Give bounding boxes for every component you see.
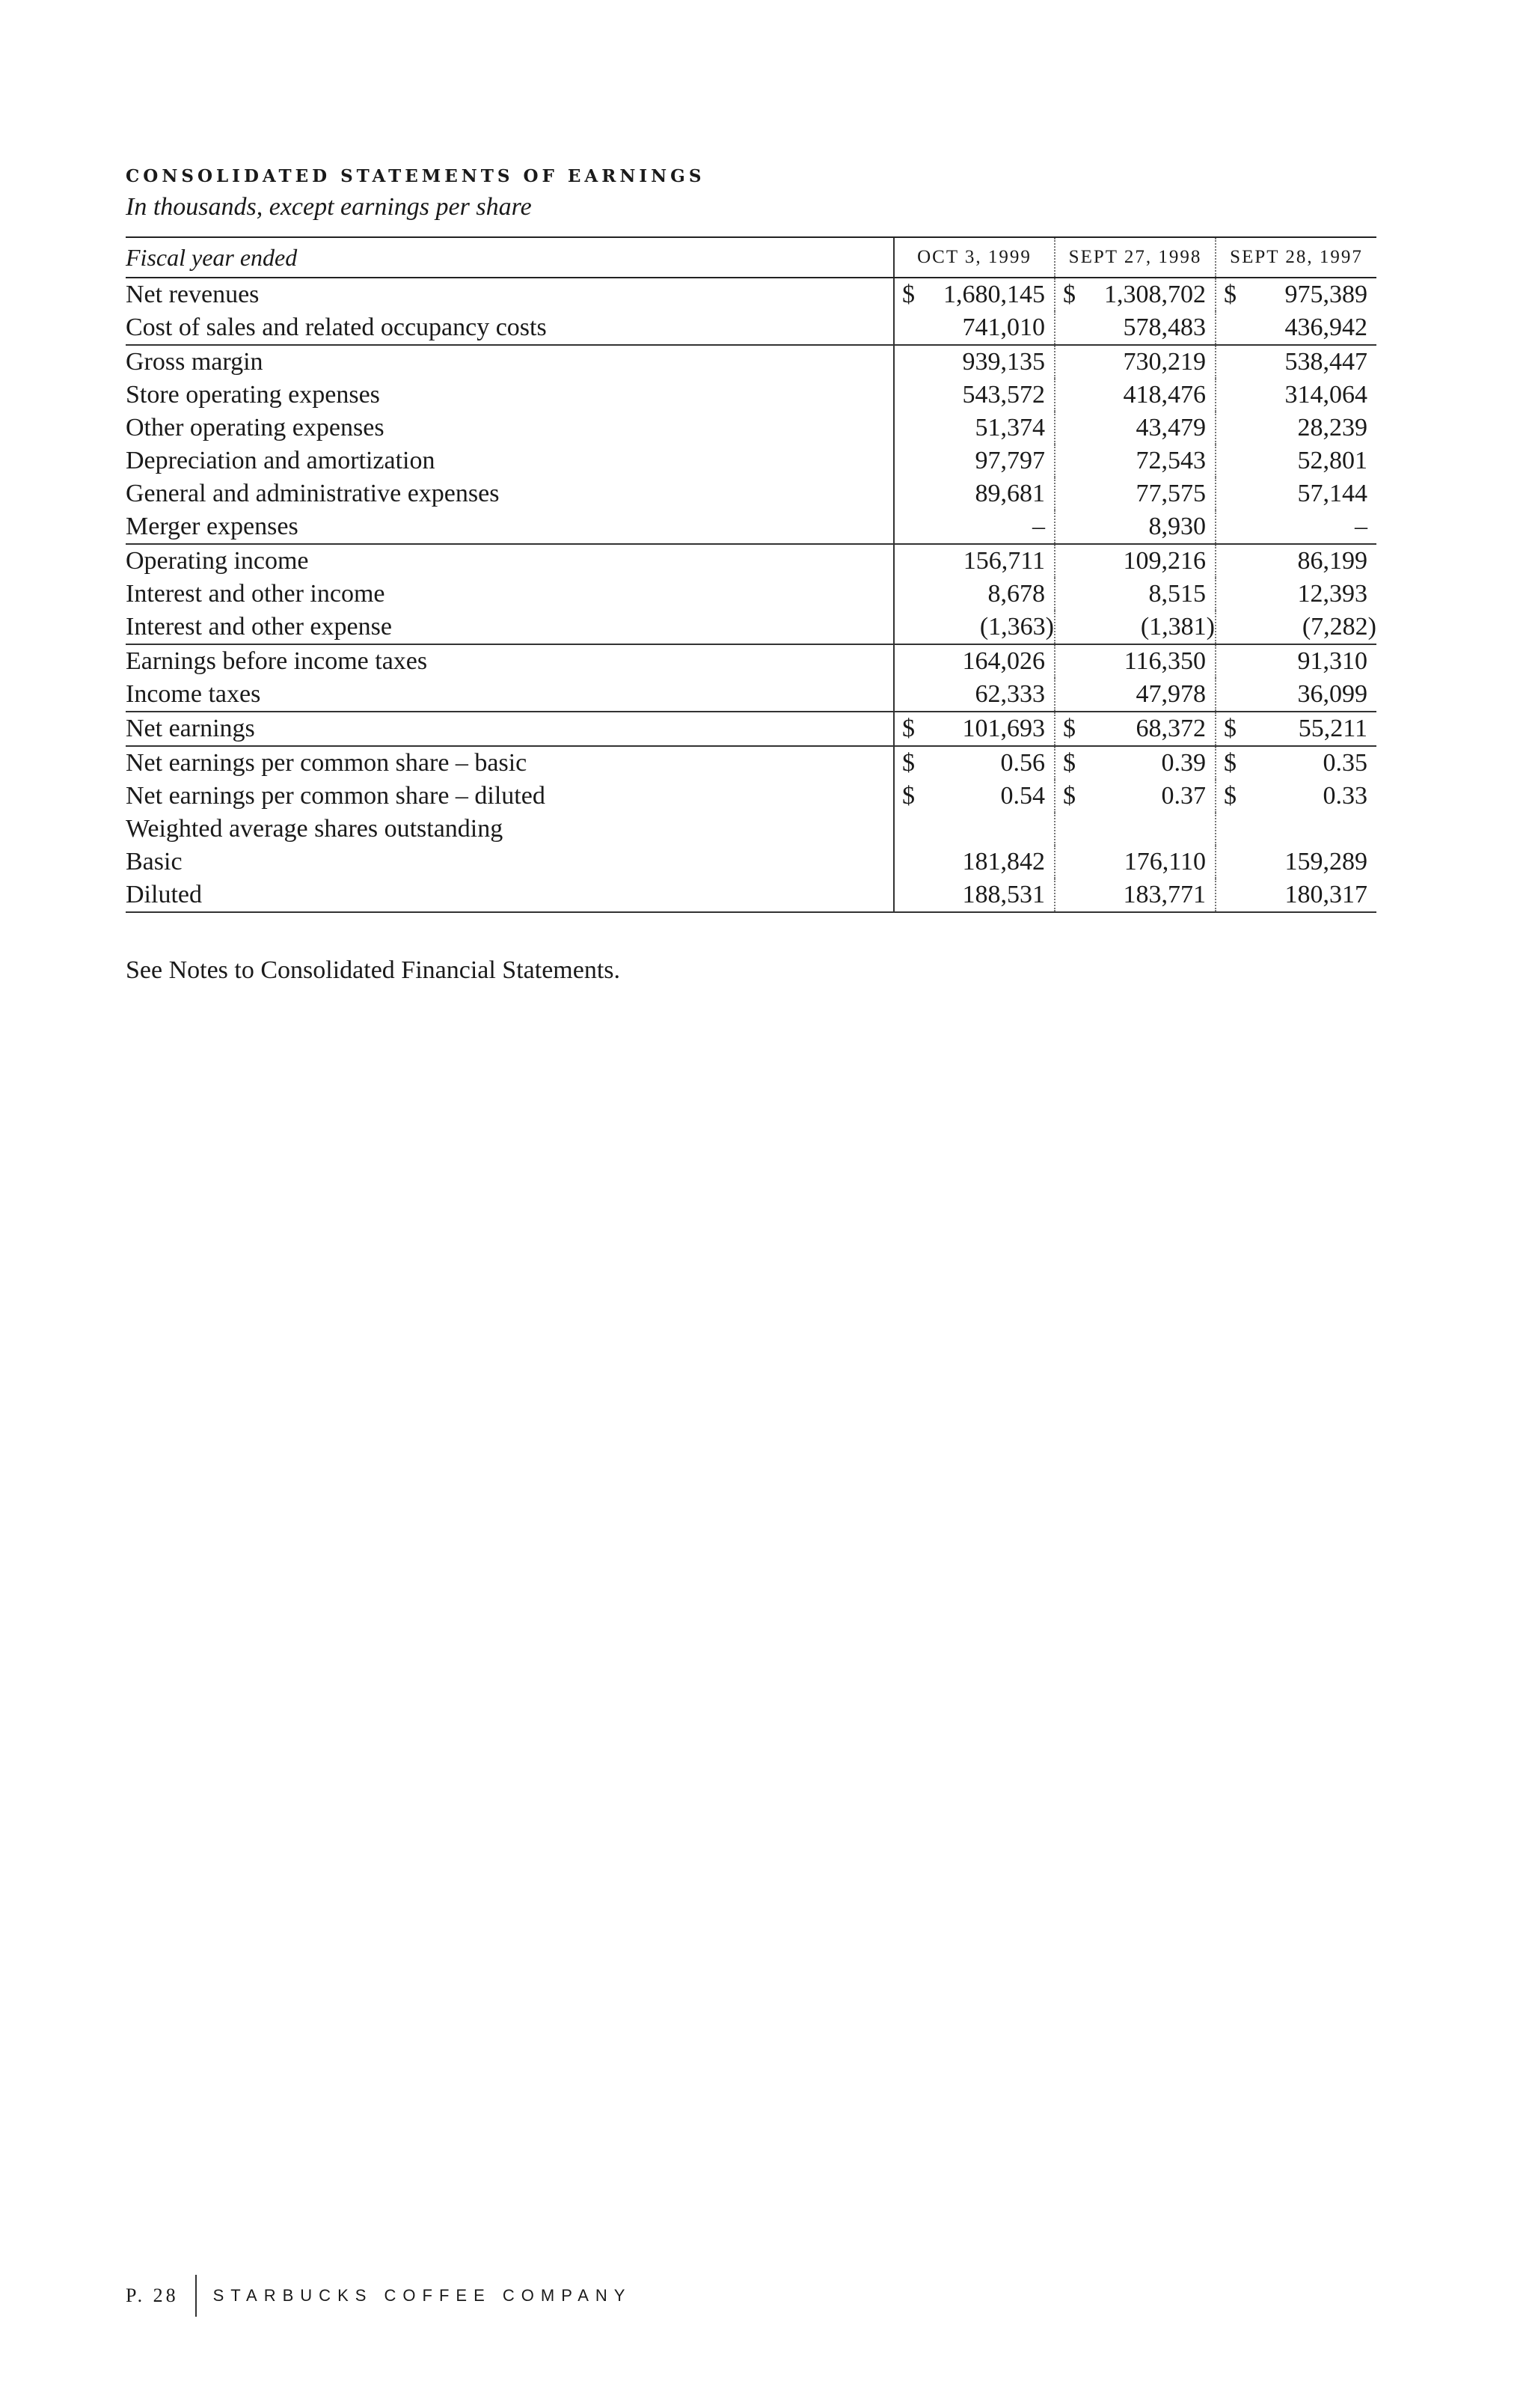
amount: 97,797 xyxy=(975,447,1045,474)
table-row xyxy=(126,746,1376,780)
amount: 28,239 xyxy=(1297,414,1367,441)
row-label: Diluted xyxy=(126,878,894,912)
table-row xyxy=(126,444,1376,477)
amount: 578,483 xyxy=(1123,314,1206,341)
amount: 0.56 xyxy=(1000,749,1045,777)
value-cell xyxy=(894,278,1055,311)
year-header-1997: SEPT 28, 1997 xyxy=(1216,237,1376,278)
table-row xyxy=(126,611,1376,644)
value-cell xyxy=(1216,644,1376,678)
footnote: See Notes to Consolidated Financial Statements. xyxy=(126,956,621,984)
value-cell xyxy=(1055,712,1216,746)
row-label: Store operating expenses xyxy=(126,381,380,409)
amount: 12,393 xyxy=(1297,580,1367,608)
statement-subtitle: In thousands, except earnings per share xyxy=(126,193,532,221)
value-cell xyxy=(1055,578,1216,611)
row-label: Basic xyxy=(126,848,183,876)
amount: 8,678 xyxy=(987,580,1045,608)
row-label: Gross margin xyxy=(126,345,894,379)
table-row xyxy=(126,578,1376,611)
amount: (1,381) xyxy=(1140,613,1215,641)
value-cell xyxy=(1216,678,1376,712)
value-cell xyxy=(1055,644,1216,678)
amount: 0.35 xyxy=(1323,749,1367,777)
amount: – xyxy=(1032,513,1045,540)
row-label: Weighted average shares outstanding xyxy=(126,815,503,843)
row-label: Depreciation and amortization xyxy=(126,447,435,474)
value-cell xyxy=(1055,813,1216,846)
value-cell xyxy=(1216,278,1376,311)
table-row xyxy=(126,846,1376,878)
amount: 8,930 xyxy=(1148,513,1206,540)
value-cell xyxy=(894,712,1055,746)
row-label: Other operating expenses xyxy=(126,414,384,441)
amount: 109,216 xyxy=(1123,547,1206,575)
currency-symbol: $ xyxy=(902,715,915,742)
amount: 159,289 xyxy=(1284,848,1367,876)
value-cell xyxy=(894,379,1055,412)
value-cell xyxy=(1055,345,1216,379)
currency-symbol: $ xyxy=(1224,715,1237,742)
amount: 0.37 xyxy=(1161,782,1206,810)
amount: 0.54 xyxy=(1000,782,1045,810)
value-cell xyxy=(1055,611,1216,644)
amount: 730,219 xyxy=(1123,348,1206,376)
fiscal-year-header: Fiscal year ended xyxy=(126,237,894,278)
currency-symbol: $ xyxy=(1063,782,1076,810)
table-row xyxy=(126,345,1376,379)
row-label: Net earnings per common share – diluted xyxy=(126,782,545,810)
value-cell xyxy=(1216,712,1376,746)
amount: 939,135 xyxy=(962,348,1045,376)
amount: 68,372 xyxy=(1136,715,1206,742)
row-label: Merger expenses xyxy=(126,513,298,540)
table-row xyxy=(126,644,1376,678)
amount: 181,842 xyxy=(962,848,1045,876)
statement-title: CONSOLIDATED STATEMENTS OF EARNINGS xyxy=(126,166,705,186)
table-row xyxy=(126,477,1376,510)
value-cell xyxy=(1055,678,1216,712)
table-row xyxy=(126,780,1376,813)
year-header-1998: SEPT 27, 1998 xyxy=(1055,237,1216,278)
currency-symbol: $ xyxy=(1224,782,1237,810)
row-label: Interest and other expense xyxy=(126,613,392,641)
value-cell xyxy=(1216,746,1376,780)
currency-symbol: $ xyxy=(1224,281,1237,308)
value-cell xyxy=(894,311,1055,345)
earnings-table xyxy=(126,236,1376,913)
value-cell xyxy=(1216,311,1376,345)
table-header-row xyxy=(126,237,1376,278)
value-cell xyxy=(1216,477,1376,510)
row-label: Income taxes xyxy=(126,680,261,708)
amount: 52,801 xyxy=(1297,447,1367,474)
value-cell xyxy=(894,846,1055,878)
table-row xyxy=(126,712,1376,746)
amount: 36,099 xyxy=(1297,680,1367,708)
table-body xyxy=(126,278,1376,912)
value-cell xyxy=(894,510,1055,544)
amount: 55,211 xyxy=(1298,715,1367,742)
amount: 62,333 xyxy=(975,680,1045,708)
value-cell xyxy=(1055,444,1216,477)
currency-symbol: $ xyxy=(902,749,915,777)
table-row xyxy=(126,379,1376,412)
table-row xyxy=(126,678,1376,712)
amount: 116,350 xyxy=(1124,647,1206,675)
value-cell xyxy=(1216,813,1376,846)
amount: 314,064 xyxy=(1284,381,1367,409)
amount: 0.33 xyxy=(1323,782,1367,810)
amount: 1,680,145 xyxy=(943,281,1045,308)
page-footer xyxy=(126,2275,631,2317)
amount: 101,693 xyxy=(962,715,1045,742)
table-row xyxy=(126,510,1376,544)
amount: 436,942 xyxy=(1284,314,1367,341)
value-cell xyxy=(894,678,1055,712)
currency-symbol: $ xyxy=(1224,749,1237,777)
value-cell xyxy=(1055,544,1216,578)
table-row xyxy=(126,813,1376,846)
currency-symbol: $ xyxy=(902,782,915,810)
value-cell xyxy=(1216,444,1376,477)
value-cell xyxy=(894,813,1055,846)
amount: 8,515 xyxy=(1148,580,1206,608)
value-cell xyxy=(1216,578,1376,611)
row-label: Net revenues xyxy=(126,281,260,308)
row-label: Cost of sales and related occupancy costs xyxy=(126,314,547,341)
value-cell xyxy=(1216,780,1376,813)
value-cell xyxy=(1216,878,1376,912)
value-cell xyxy=(1055,412,1216,444)
amount: 0.39 xyxy=(1161,749,1206,777)
value-cell xyxy=(1216,510,1376,544)
value-cell xyxy=(1055,878,1216,912)
value-cell xyxy=(894,477,1055,510)
value-cell xyxy=(1216,412,1376,444)
page-number: P. 28 xyxy=(126,2285,179,2306)
company-name: STARBUCKS COFFEE COMPANY xyxy=(212,2286,632,2305)
amount: (7,282) xyxy=(1302,613,1376,641)
value-cell xyxy=(894,878,1055,912)
amount: 180,317 xyxy=(1284,881,1367,908)
row-label: Net earnings per common share – basic xyxy=(126,746,894,780)
value-cell xyxy=(1055,746,1216,780)
value-cell xyxy=(1216,379,1376,412)
row-label: Interest and other income xyxy=(126,580,385,608)
value-cell xyxy=(1055,510,1216,544)
value-cell xyxy=(1055,311,1216,345)
row-label: Net earnings xyxy=(126,712,894,746)
amount: 741,010 xyxy=(962,314,1045,341)
table-row xyxy=(126,544,1376,578)
value-cell xyxy=(894,746,1055,780)
row-label: Earnings before income taxes xyxy=(126,644,894,678)
amount: 538,447 xyxy=(1284,348,1367,376)
amount: 57,144 xyxy=(1297,480,1367,507)
amount: (1,363) xyxy=(979,613,1054,641)
amount: 183,771 xyxy=(1123,881,1206,908)
amount: 188,531 xyxy=(962,881,1045,908)
value-cell xyxy=(1216,846,1376,878)
amount: 975,389 xyxy=(1284,281,1367,308)
amount: 176,110 xyxy=(1124,848,1206,876)
currency-symbol: $ xyxy=(1063,281,1076,308)
value-cell xyxy=(894,780,1055,813)
amount: 1,308,702 xyxy=(1104,281,1206,308)
amount: 77,575 xyxy=(1136,480,1206,507)
value-cell xyxy=(1055,477,1216,510)
amount: – xyxy=(1355,513,1367,540)
amount: 89,681 xyxy=(975,480,1045,507)
value-cell xyxy=(1216,611,1376,644)
amount: 86,199 xyxy=(1297,547,1367,575)
value-cell xyxy=(1055,780,1216,813)
row-label: General and administrative expenses xyxy=(126,480,500,507)
table-row xyxy=(126,412,1376,444)
amount: 47,978 xyxy=(1136,680,1206,708)
value-cell xyxy=(1216,544,1376,578)
year-header-1999: OCT 3, 1999 xyxy=(894,237,1055,278)
value-cell xyxy=(894,578,1055,611)
value-cell xyxy=(894,444,1055,477)
value-cell xyxy=(1055,278,1216,311)
value-cell xyxy=(1055,379,1216,412)
amount: 156,711 xyxy=(963,547,1045,575)
value-cell xyxy=(894,412,1055,444)
value-cell xyxy=(894,611,1055,644)
amount: 43,479 xyxy=(1136,414,1206,441)
row-label: Operating income xyxy=(126,544,894,578)
currency-symbol: $ xyxy=(1063,749,1076,777)
value-cell xyxy=(894,544,1055,578)
currency-symbol: $ xyxy=(902,281,915,308)
amount: 91,310 xyxy=(1297,647,1367,675)
amount: 543,572 xyxy=(962,381,1045,409)
amount: 51,374 xyxy=(975,414,1045,441)
table-row xyxy=(126,311,1376,345)
amount: 164,026 xyxy=(962,647,1045,675)
value-cell xyxy=(894,345,1055,379)
amount: 72,543 xyxy=(1136,447,1206,474)
amount: 418,476 xyxy=(1123,381,1206,409)
value-cell xyxy=(894,644,1055,678)
value-cell xyxy=(1216,345,1376,379)
table-row xyxy=(126,278,1376,311)
value-cell xyxy=(1055,846,1216,878)
currency-symbol: $ xyxy=(1063,715,1076,742)
table-row xyxy=(126,878,1376,912)
